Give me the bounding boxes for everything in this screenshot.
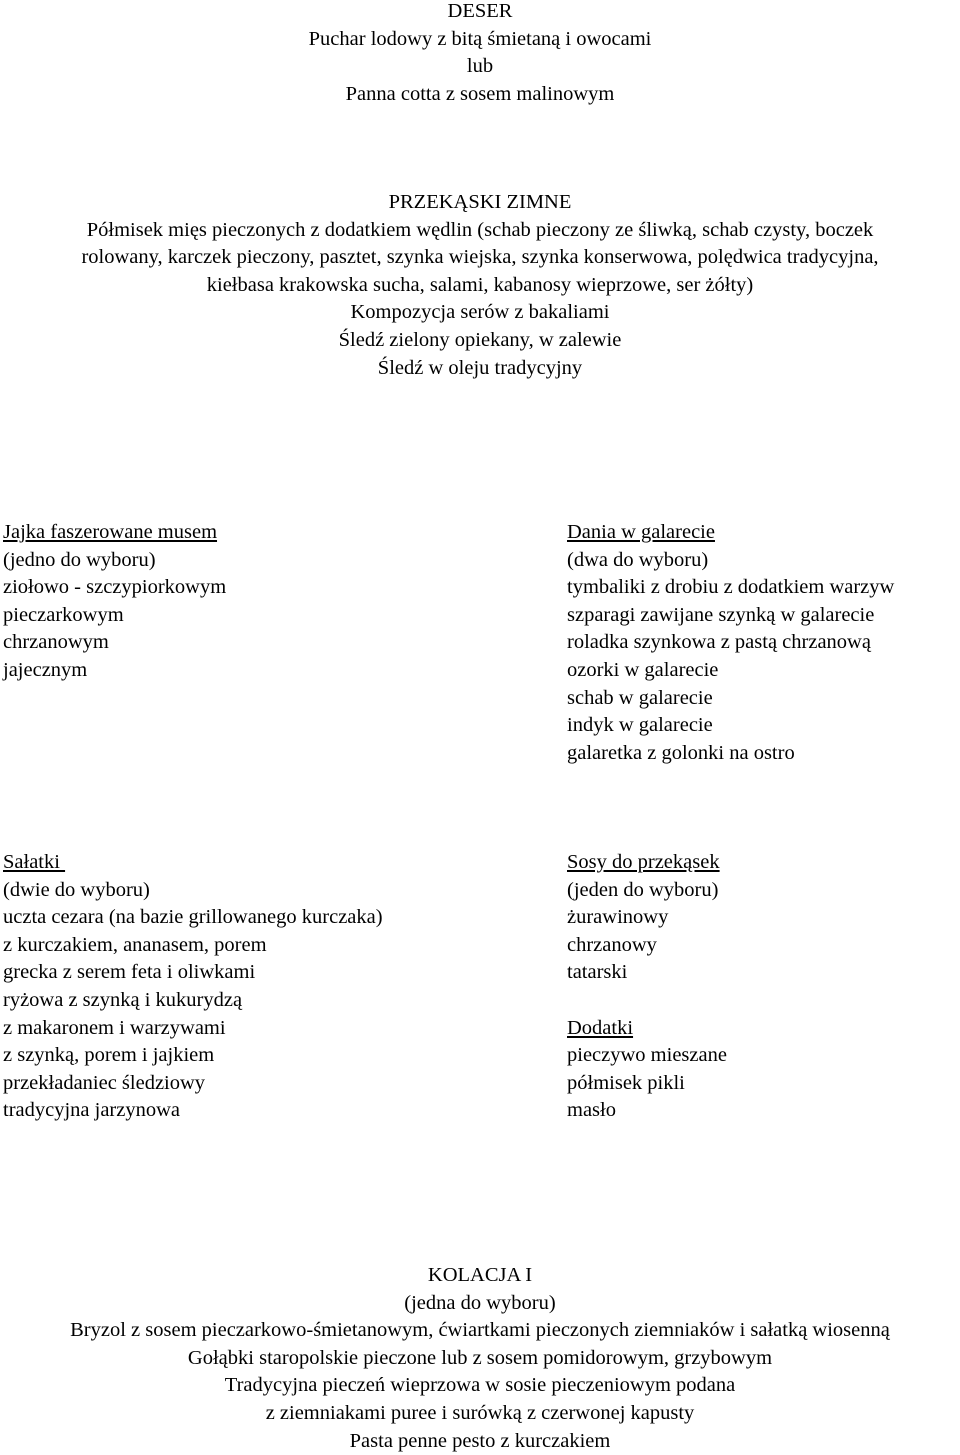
kolacja-note: (jedna do wyboru) <box>404 1291 556 1314</box>
galarecie-note: (dwa do wyboru) <box>567 548 709 571</box>
section-jajka <box>3 519 226 685</box>
salatki-item: uczta cezara (na bazie grillowanego kurczaka) <box>3 906 383 929</box>
sosy-item: tatarski <box>567 961 628 984</box>
galarecie-item: indyk w galarecie <box>567 714 713 737</box>
przekaski-item: Półmisek mięs pieczonych z dodatkiem wędlin (schab pieczony ze śliwką, schab czysty, boczek <box>86 218 874 241</box>
salatki-item: z szynką, porem i jajkiem <box>3 1044 215 1067</box>
dodatki-item: masło <box>567 1099 616 1122</box>
sosy-note: (jeden do wyboru) <box>567 878 719 901</box>
section-kolacja <box>0 1262 960 1455</box>
jajka-heading: Jajka faszerowane musem <box>3 521 218 543</box>
jajka-item: pieczarkowym <box>3 603 124 626</box>
przekaski-item: Kompozycja serów z bakaliami <box>350 301 610 324</box>
galarecie-heading: Dania w galarecie <box>567 521 715 543</box>
jajka-item: jajecznym <box>3 658 88 681</box>
przekaski-item: Śledź w oleju tradycyjny <box>377 356 583 379</box>
salatki-item: z makaronem i warzywami <box>3 1016 226 1039</box>
section-dania-w-galarecie <box>567 519 894 767</box>
galarecie-item: ozorki w galarecie <box>567 658 719 681</box>
przekaski-item: rolowany, karczek pieczony, pasztet, szynka wiejska, szynka konserwowa, polędwica tradycyjna, <box>81 246 879 269</box>
sosy-item: żurawinowy <box>567 906 669 929</box>
salatki-heading: Sałatki <box>3 851 66 873</box>
salatki-note: (dwie do wyboru) <box>3 878 150 901</box>
sosy-item: chrzanowy <box>567 933 657 956</box>
galarecie-item: tymbaliki z drobiu z dodatkiem warzyw <box>567 576 895 599</box>
salatki-item: przekładaniec śledziowy <box>3 1071 206 1094</box>
deser-item: lub <box>466 55 494 78</box>
jajka-item: chrzanowym <box>3 631 109 654</box>
galarecie-item: galaretka z golonki na ostro <box>567 741 795 764</box>
deser-heading: DESER <box>447 0 513 22</box>
salatki-item: z kurczakiem, ananasem, porem <box>3 933 267 956</box>
spacer <box>567 987 727 1015</box>
galarecie-item: roladka szynkowa z pastą chrzanową <box>567 631 871 654</box>
kolacja-heading: KOLACJA I <box>427 1264 533 1286</box>
kolacja-item: Gołąbki staropolskie pieczone lub z sosem pomidorowym, grzybowym <box>187 1346 773 1369</box>
section-przekaski-zimne <box>0 189 960 382</box>
przekaski-item: kiełbasa krakowska sucha, salami, kabanosy wieprzowe, ser żółty) <box>206 273 754 296</box>
section-sosy <box>567 849 727 1125</box>
sosy-heading: Sosy do przekąsek <box>567 851 720 873</box>
dodatki-item: pieczywo mieszane <box>567 1044 727 1067</box>
jajka-item: ziołowo - szczypiorkowym <box>3 576 227 599</box>
galarecie-item: szparagi zawijane szynką w galarecie <box>567 603 875 626</box>
jajka-note: (jedno do wyboru) <box>3 548 156 571</box>
dodatki-heading: Dodatki <box>567 1016 634 1039</box>
galarecie-item: schab w galarecie <box>567 686 713 709</box>
deser-item: Puchar lodowy z bitą śmietaną i owocami <box>308 27 652 50</box>
kolacja-item: Tradycyjna pieczeń wieprzowa w sosie pieczeniowym podana <box>224 1374 736 1397</box>
deser-item: Panna cotta z sosem malinowym <box>345 82 615 105</box>
kolacja-item: z ziemniakami puree i surówką z czerwonej kapusty <box>265 1401 695 1424</box>
salatki-item: tradycyjna jarzynowa <box>3 1099 181 1122</box>
kolacja-item: Pasta penne pesto z kurczakiem <box>349 1429 611 1452</box>
przekaski-item: Śledź zielony opiekany, w zalewie <box>338 328 622 351</box>
salatki-item: grecka z serem feta i oliwkami <box>3 961 256 984</box>
section-salatki <box>3 849 383 1125</box>
dodatki-item: półmisek pikli <box>567 1071 685 1094</box>
przekaski-heading: PRZEKĄSKI ZIMNE <box>388 191 572 213</box>
salatki-item: ryżowa z szynką i kukurydzą <box>3 988 243 1011</box>
kolacja-item: Bryzol z sosem pieczarkowo-śmietanowym, ćwiartkami pieczonych ziemniaków i sałatką wiosenną <box>70 1319 890 1342</box>
section-deser <box>0 0 960 108</box>
